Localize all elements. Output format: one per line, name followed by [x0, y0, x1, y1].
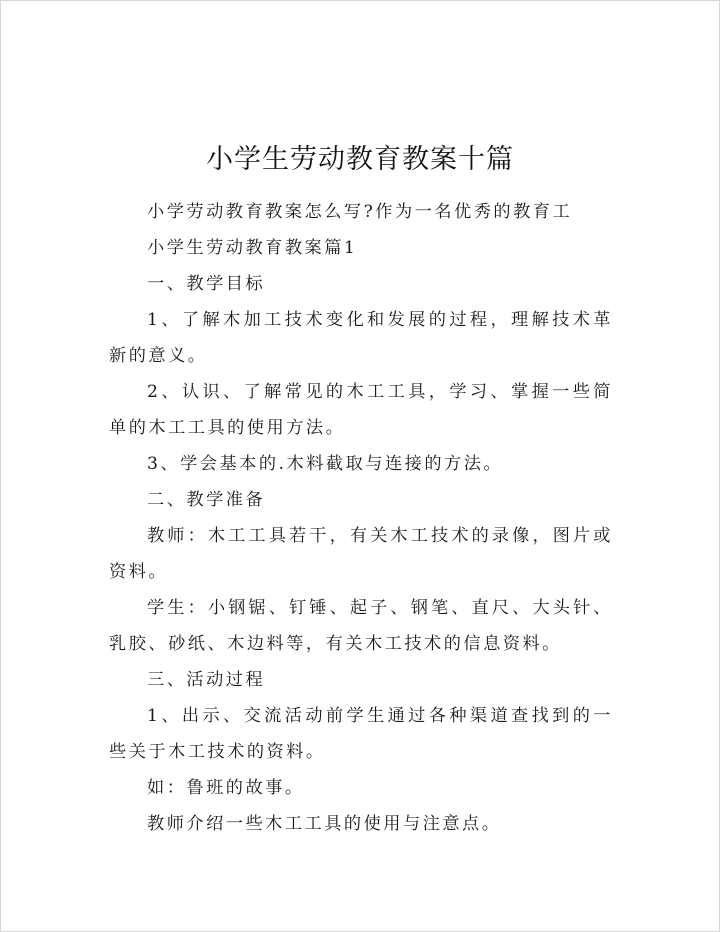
- section-heading-objectives: 一、教学目标: [147, 274, 266, 294]
- document-title: 小学生劳动教育教案十篇: [206, 144, 514, 176]
- objective-item-2: 2、认识、了解常见的木工工具，学习、掌握一些简单的木工工具的使用方法。: [109, 382, 613, 438]
- section-heading-preparation: 二、教学准备: [147, 490, 266, 510]
- document-body: [109, 194, 613, 842]
- preparation-teacher: 教师：木工工具若干，有关木工技术的录像，图片或资料。: [109, 526, 613, 582]
- section-heading-process: 三、活动过程: [147, 670, 266, 690]
- objective-item-3: 3、学会基本的.木料截取与连接的方法。: [147, 454, 504, 474]
- preparation-student: 学生：小钢锯、钉锤、起子、钢笔、直尺、大头针、乳胶、砂纸、木边料等，有关木工技术的信息资料。: [109, 598, 613, 654]
- intro-paragraph: 小学劳动教育教案怎么写?作为一名优秀的教育工: [147, 202, 573, 222]
- lesson-heading: 小学生劳动教育教案篇1: [147, 238, 358, 258]
- objective-item-1: 1、了解木加工技术变化和发展的过程，理解技术革新的意义。: [109, 310, 613, 366]
- process-item-1: 1、出示、交流活动前学生通过各种渠道查找到的一些关于木工技术的资料。: [109, 706, 613, 762]
- process-teacher-intro: 教师介绍一些木工工具的使用与注意点。: [147, 814, 502, 834]
- process-example: 如：鲁班的故事。: [147, 778, 305, 798]
